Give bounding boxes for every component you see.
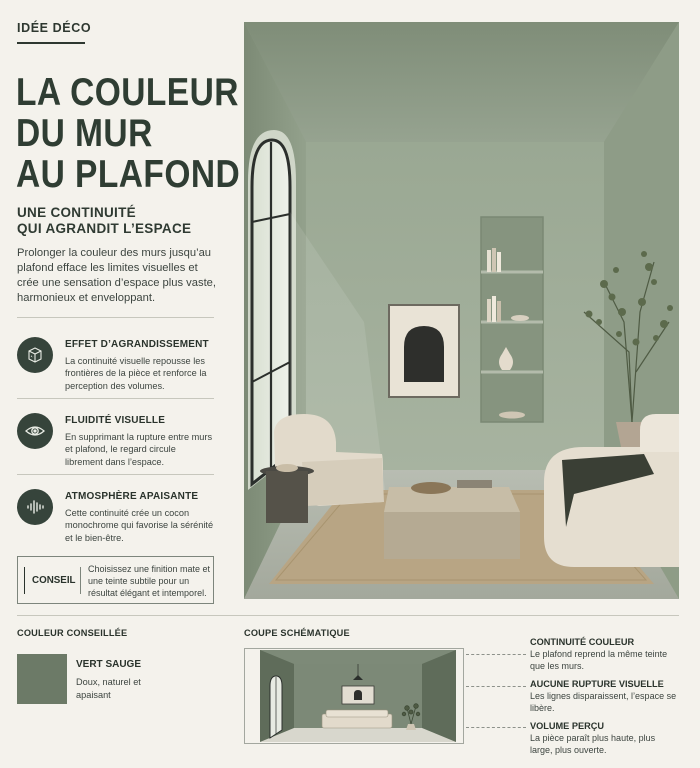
- page-title: [16, 71, 241, 196]
- color-swatch: [17, 654, 67, 704]
- annotation-title: CONTINUITÉ COULEUR: [530, 637, 635, 647]
- intro-paragraph: Prolonger la couleur des murs jusqu’au plafond efface les limites visuelles et crée une sensation d’espace plus vaste, harmonieux et enveloppant.: [17, 247, 217, 304]
- annotation-perceived-volume: [530, 721, 680, 756]
- room-photo: [244, 22, 679, 599]
- feature-title: EFFET D’AGRANDISSEMENT: [65, 339, 209, 350]
- tag-underline: [17, 42, 85, 44]
- cube-icon: [17, 337, 53, 373]
- section-diagram: [244, 648, 464, 744]
- tip-accent-bar: [24, 567, 25, 594]
- annotation-title: AUCUNE RUPTURE VISUELLE: [530, 679, 664, 689]
- feature-title: ATMOSPHÈRE APAISANTE: [65, 491, 199, 502]
- soundwave-icon: [17, 489, 53, 525]
- divider: [17, 398, 214, 399]
- feature-text: En supprimant la rupture entre murs et plafond, le regard circule librement dans l’espace.: [65, 432, 213, 467]
- annotation-title: VOLUME PERÇU: [530, 721, 605, 731]
- title-line-2: DU MUR: [16, 112, 153, 155]
- tip-box: [17, 556, 214, 604]
- annotation-text: Les lignes disparaissent, l’espace se libère.: [530, 691, 677, 713]
- leader-line: [466, 727, 526, 728]
- feature-text: La continuité visuelle repousse les frontières de la pièce et renforce la perception des volumes.: [65, 356, 207, 391]
- divider: [17, 317, 214, 318]
- category-tag: IDÉE DÉCO: [17, 21, 92, 35]
- leader-line: [466, 686, 526, 687]
- schema-section-title: COUPE SCHÉMATIQUE: [244, 628, 350, 638]
- leader-line: [466, 654, 526, 655]
- title-line-3: AU PLAFOND: [16, 153, 241, 196]
- annotation-text: Le plafond reprend la même teinte que les murs.: [530, 649, 668, 671]
- feature-title: FLUIDITÉ VISUELLE: [65, 415, 166, 426]
- title-line-1: LA COULEUR: [16, 71, 239, 114]
- tip-label: CONSEIL: [32, 575, 76, 586]
- annotation-no-visual-break: [530, 679, 680, 714]
- eye-icon: [17, 413, 53, 449]
- tip-text: Choisissez une finition mate et une teinte subtile pour un résultat élégant et intemporel.: [88, 564, 211, 598]
- annotation-text: La pièce paraît plus haute, plus large, plus ouverte.: [530, 733, 656, 755]
- feature-text: Cette continuité crée un cocon monochrome qui favorise la sérénité et le bien-être.: [65, 508, 214, 543]
- tip-separator: [80, 567, 81, 594]
- color-description: Doux, naturel et apaisant: [76, 677, 141, 700]
- annotation-color-continuity: [530, 637, 680, 672]
- subtitle: UNE CONTINUITÉ QUI AGRANDIT L’ESPACE: [17, 205, 192, 236]
- color-section-title: COULEUR CONSEILLÉE: [17, 628, 128, 638]
- bottom-divider: [17, 615, 679, 616]
- divider: [17, 474, 214, 475]
- color-name: VERT SAUGE: [76, 659, 142, 670]
